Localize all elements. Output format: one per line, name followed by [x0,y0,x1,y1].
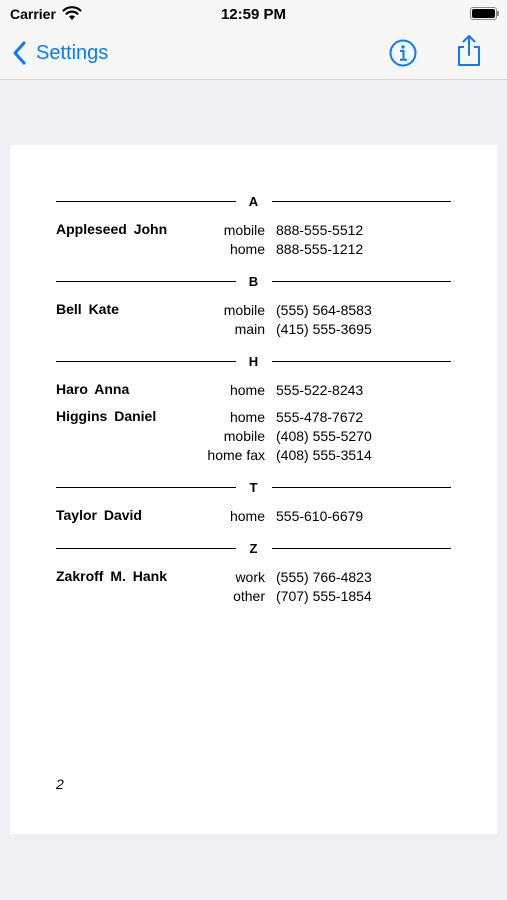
phone-number: (408) 555-3514 [276,447,372,463]
phone-type: home [229,508,265,524]
battery-icon [470,7,497,20]
phone-type: home [229,409,265,425]
phone-number: (707) 555-1854 [276,588,372,604]
section-letter: Z [249,540,258,556]
section-letter: A [248,193,259,209]
share-icon[interactable] [454,34,484,68]
phone-row [56,427,451,446]
phone-number: 555-610-6679 [276,508,364,524]
contact-name: Zakroff M. Hank [56,568,168,584]
info-icon[interactable] [388,38,418,68]
phone-row [56,320,451,339]
back-button-label: Settings [36,41,109,64]
section-divider [272,201,452,202]
section-header [56,473,451,501]
phone-type: home [229,241,265,257]
phone-number: (555) 766-4823 [276,569,372,585]
section-divider [56,361,236,362]
phone-number: 555-478-7672 [276,409,364,425]
phone-type: work [235,569,265,585]
section-header [56,267,451,295]
section-divider [272,548,452,549]
phone-number: (555) 564-8583 [276,302,372,318]
section-header [56,187,451,215]
contact-entry [56,507,451,526]
phone-type: other [233,588,265,604]
section-letter: B [248,273,259,289]
page-number: 2 [56,776,64,792]
section-header [56,347,451,375]
section-divider [272,361,452,362]
phone-number: 888-555-1212 [276,241,364,257]
section-divider [56,548,236,549]
phone-type: mobile [223,428,265,444]
phone-number: 888-555-5512 [276,222,364,238]
contact-name: Higgins Daniel [56,408,157,424]
section-header [56,534,451,562]
contact-entry [56,301,451,339]
contact-entry [56,408,451,465]
chevron-left-icon [12,41,28,65]
back-button[interactable] [12,38,108,68]
phone-type: mobile [223,302,265,318]
contact-name: Bell Kate [56,301,119,317]
phone-type: mobile [223,222,265,238]
section-divider [272,281,452,282]
phone-type: home fax [207,447,265,463]
section-divider [56,281,236,282]
phone-type: main [234,321,265,337]
phone-row [56,446,451,465]
contact-entry [56,221,451,259]
contact-name: Taylor David [56,507,142,523]
contact-entry [56,568,451,606]
section-divider [56,487,236,488]
section-letter: T [249,479,258,495]
phone-number: 555-522-8243 [276,382,364,398]
contact-name: Appleseed John [56,221,168,237]
phone-number: (408) 555-5270 [276,428,372,444]
status-time: 12:59 PM [220,6,287,23]
navigation-bar [0,28,507,80]
phone-row [56,240,451,259]
carrier-label: Carrier [10,6,56,22]
phone-row [56,587,451,606]
phone-type: home [229,382,265,398]
contact-directory [56,185,451,614]
status-bar [0,0,507,28]
section-letter: H [248,353,259,369]
contact-name: Haro Anna [56,381,130,397]
section-divider [56,201,236,202]
contact-entry [56,381,451,400]
phone-number: (415) 555-3695 [276,321,372,337]
section-divider [272,487,452,488]
print-preview-page [10,145,497,834]
